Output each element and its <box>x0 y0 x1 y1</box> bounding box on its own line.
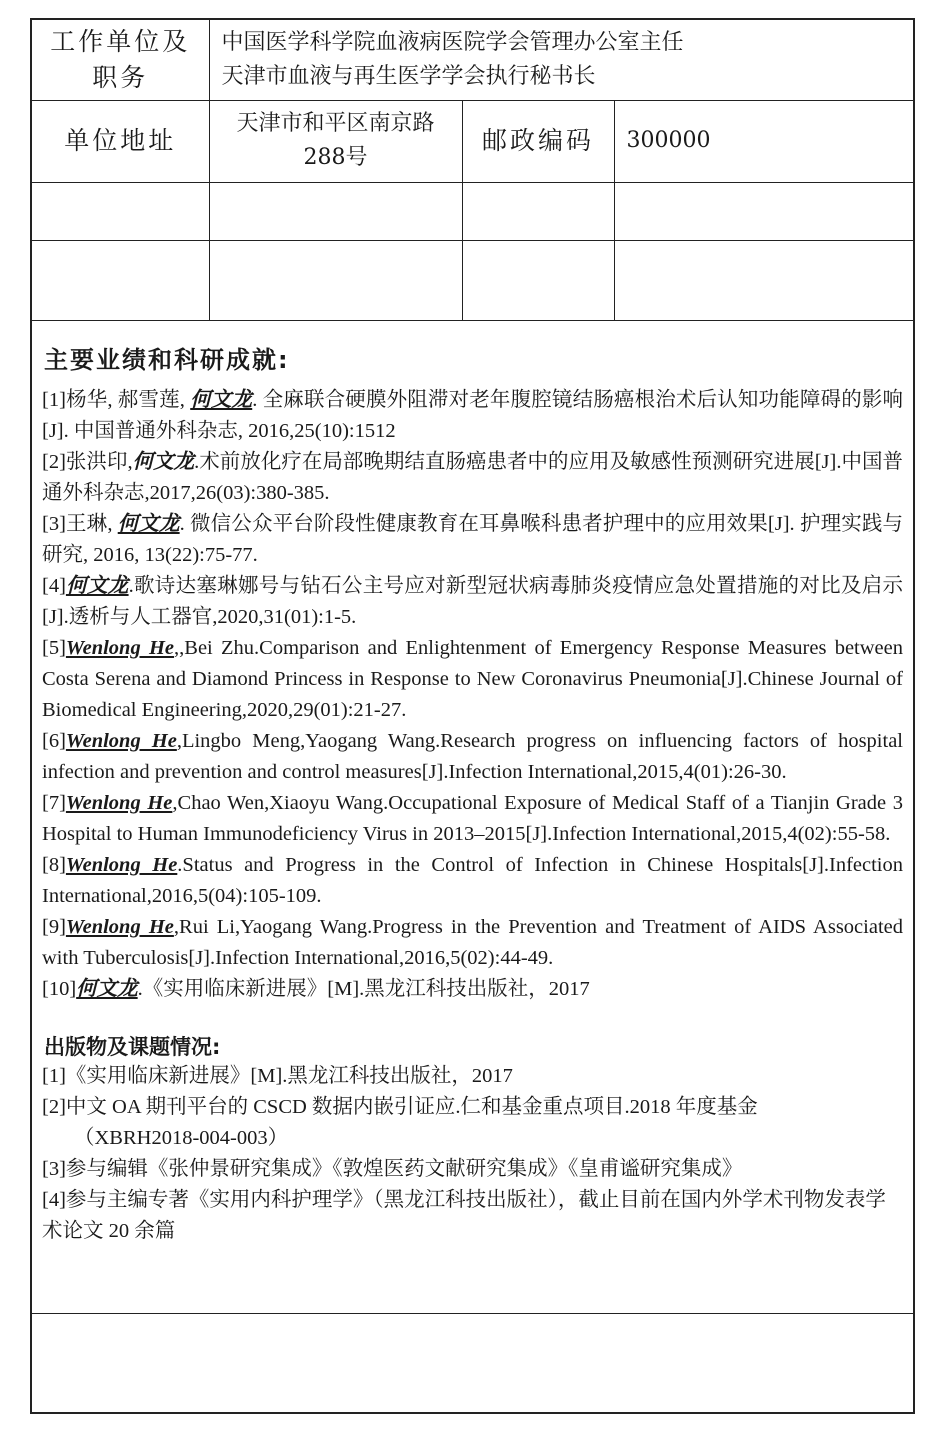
reference-detail: ,,Bei Zhu.Comparison and Enlightenment of Emergency Response Measures between Costa Serena and Diamond Princess in Response to New Coronavirus Pneumonia[J].Chinese Journal of Biomedical Engineering,2020,29(01):21-27. <box>42 637 903 721</box>
reference-number: [4] <box>42 575 66 597</box>
publication-number: [4] <box>42 1189 66 1211</box>
reference-coauthors: 杨华, 郝雪莲, <box>65 389 191 411</box>
empty-cell <box>462 182 614 240</box>
reference-number: [7] <box>42 792 66 814</box>
publication-number: [3] <box>42 1158 66 1180</box>
reference-author: 何文龙 <box>117 513 180 535</box>
publication-item <box>42 1185 903 1247</box>
reference-detail: . 微信公众平台阶段性健康教育在耳鼻喉科患者护理中的应用效果[J]. 护理实践与研究, 2016, 13(22):75-77. <box>42 513 903 566</box>
reference-detail: ,Lingbo Meng,Yaogang Wang.Research progress on influencing factors of hospital infection and prevention and control measures[J].Infection International,2015,4(01):26-30. <box>42 730 903 783</box>
position-label: 工作单位及职务 <box>32 20 209 100</box>
reference-item <box>42 447 903 509</box>
reference-number: [2] <box>42 451 66 473</box>
reference-author: Wenlong He <box>65 730 177 752</box>
empty-cell <box>209 182 462 240</box>
empty-cell <box>614 240 913 320</box>
reference-detail: .《实用临床新进展》[M].黑龙江科技出版社，2017 <box>137 978 590 1000</box>
address-row <box>32 100 913 182</box>
reference-number: [5] <box>42 637 66 659</box>
publication-number: [1] <box>42 1065 66 1087</box>
reference-item <box>42 912 903 974</box>
achievements-heading: 主要业绩和科研成就: <box>44 346 290 374</box>
empty-row-2 <box>32 240 913 320</box>
publication-text: 参与编辑《张仲景研究集成》《敦煌医药文献研究集成》《皇甫谧研究集成》 <box>65 1158 743 1180</box>
reference-number: [6] <box>42 730 66 752</box>
info-table <box>32 20 913 321</box>
reference-detail: .术前放化疗在局部晚期结直肠癌患者中的应用及敏感性预测研究进展[J].中国普通外科杂志,2017,26(03):380-385. <box>42 451 904 504</box>
position-line-1: 中国医学科学院血液病医院学会管理办公室主任 <box>221 29 684 55</box>
publications-heading: 出版物及课题情况: <box>44 1035 221 1059</box>
publication-list <box>42 1061 903 1247</box>
reference-author: 何文龙 <box>76 978 138 1000</box>
reference-coauthors: 王琳, <box>65 513 118 535</box>
reference-item <box>42 509 903 571</box>
empty-cell <box>614 182 913 240</box>
reference-number: [1] <box>42 389 66 411</box>
position-line-2: 天津市血液与再生医学学会执行秘书长 <box>221 63 596 89</box>
reference-author: Wenlong He <box>65 637 175 659</box>
publication-item <box>42 1092 903 1154</box>
reference-item <box>42 788 903 850</box>
publication-item <box>42 1061 903 1092</box>
publication-number: [2] <box>42 1096 66 1118</box>
reference-item <box>42 571 903 633</box>
address-label: 单位地址 <box>32 100 209 182</box>
reference-coauthors: 张洪印, <box>65 451 133 473</box>
empty-cell <box>209 240 462 320</box>
publication-text: 《实用临床新进展》[M].黑龙江科技出版社，2017 <box>65 1065 513 1087</box>
address-value: 天津市和平区南京路288号 <box>209 100 462 182</box>
reference-number: [10] <box>42 978 77 1000</box>
reference-author: 何文龙 <box>190 389 253 411</box>
postcode-value: 300000 <box>614 100 913 182</box>
publication-text: 参与主编专著《实用内科护理学》（黑龙江科技出版社），截止目前在国内外学术刊物发表学术论文 20 余篇 <box>42 1189 886 1242</box>
empty-cell <box>32 240 209 320</box>
bottom-divider <box>32 1313 913 1314</box>
empty-row-1 <box>32 182 913 240</box>
empty-cell <box>32 182 209 240</box>
content-section <box>32 320 913 1247</box>
publication-text: 中文 OA 期刊平台的 CSCD 数据内嵌引证应.仁和基金重点项目.2018 年度基金 <box>65 1096 758 1118</box>
reference-author: Wenlong He <box>65 792 173 814</box>
publication-text-cont: （XBRH2018-004-003） <box>74 1127 289 1149</box>
reference-item <box>42 385 903 447</box>
position-row <box>32 20 913 100</box>
reference-item <box>42 726 903 788</box>
publication-item <box>42 1154 903 1185</box>
reference-number: [3] <box>42 513 66 535</box>
reference-detail: ,Rui Li,Yaogang Wang.Progress in the Prevention and Treatment of AIDS Associated with Tuberculosis[J].Infection International,2016,5(02):44-49. <box>42 916 903 969</box>
reference-number: [8] <box>42 854 66 876</box>
empty-cell <box>462 240 614 320</box>
reference-item <box>42 974 903 1005</box>
postcode-label: 邮政编码 <box>462 100 614 182</box>
reference-number: [9] <box>42 916 66 938</box>
reference-author: Wenlong He <box>65 916 174 938</box>
reference-detail: ,Chao Wen,Xiaoyu Wang.Occupational Exposure of Medical Staff of a Tianjin Grade 3 Hospital to Human Immunodeficiency Virus in 2013–2015[J].Infection International,2015,4(02):55-58. <box>42 792 903 845</box>
reference-detail: . 全麻联合硬膜外阻滞对老年腹腔镜结肠癌根治术后认知功能障碍的影响[J]. 中国普通外科杂志, 2016,25(10):1512 <box>42 389 904 442</box>
reference-author: 何文龙 <box>132 451 195 473</box>
resume-form <box>30 18 915 1414</box>
reference-detail: .Status and Progress in the Control of Infection in Chinese Hospitals[J].Infection International,2016,5(04):105-109. <box>42 854 903 907</box>
reference-list <box>42 385 903 1005</box>
reference-detail: .歌诗达塞琳娜号与钻石公主号应对新型冠状病毒肺炎疫情应急处置措施的对比及启示[J].透析与人工器官,2020,31(01):1-5. <box>42 575 904 628</box>
reference-item <box>42 633 903 726</box>
reference-author: Wenlong He <box>65 854 178 876</box>
reference-item <box>42 850 903 912</box>
reference-author: 何文龙 <box>65 575 129 597</box>
position-value <box>209 20 913 100</box>
